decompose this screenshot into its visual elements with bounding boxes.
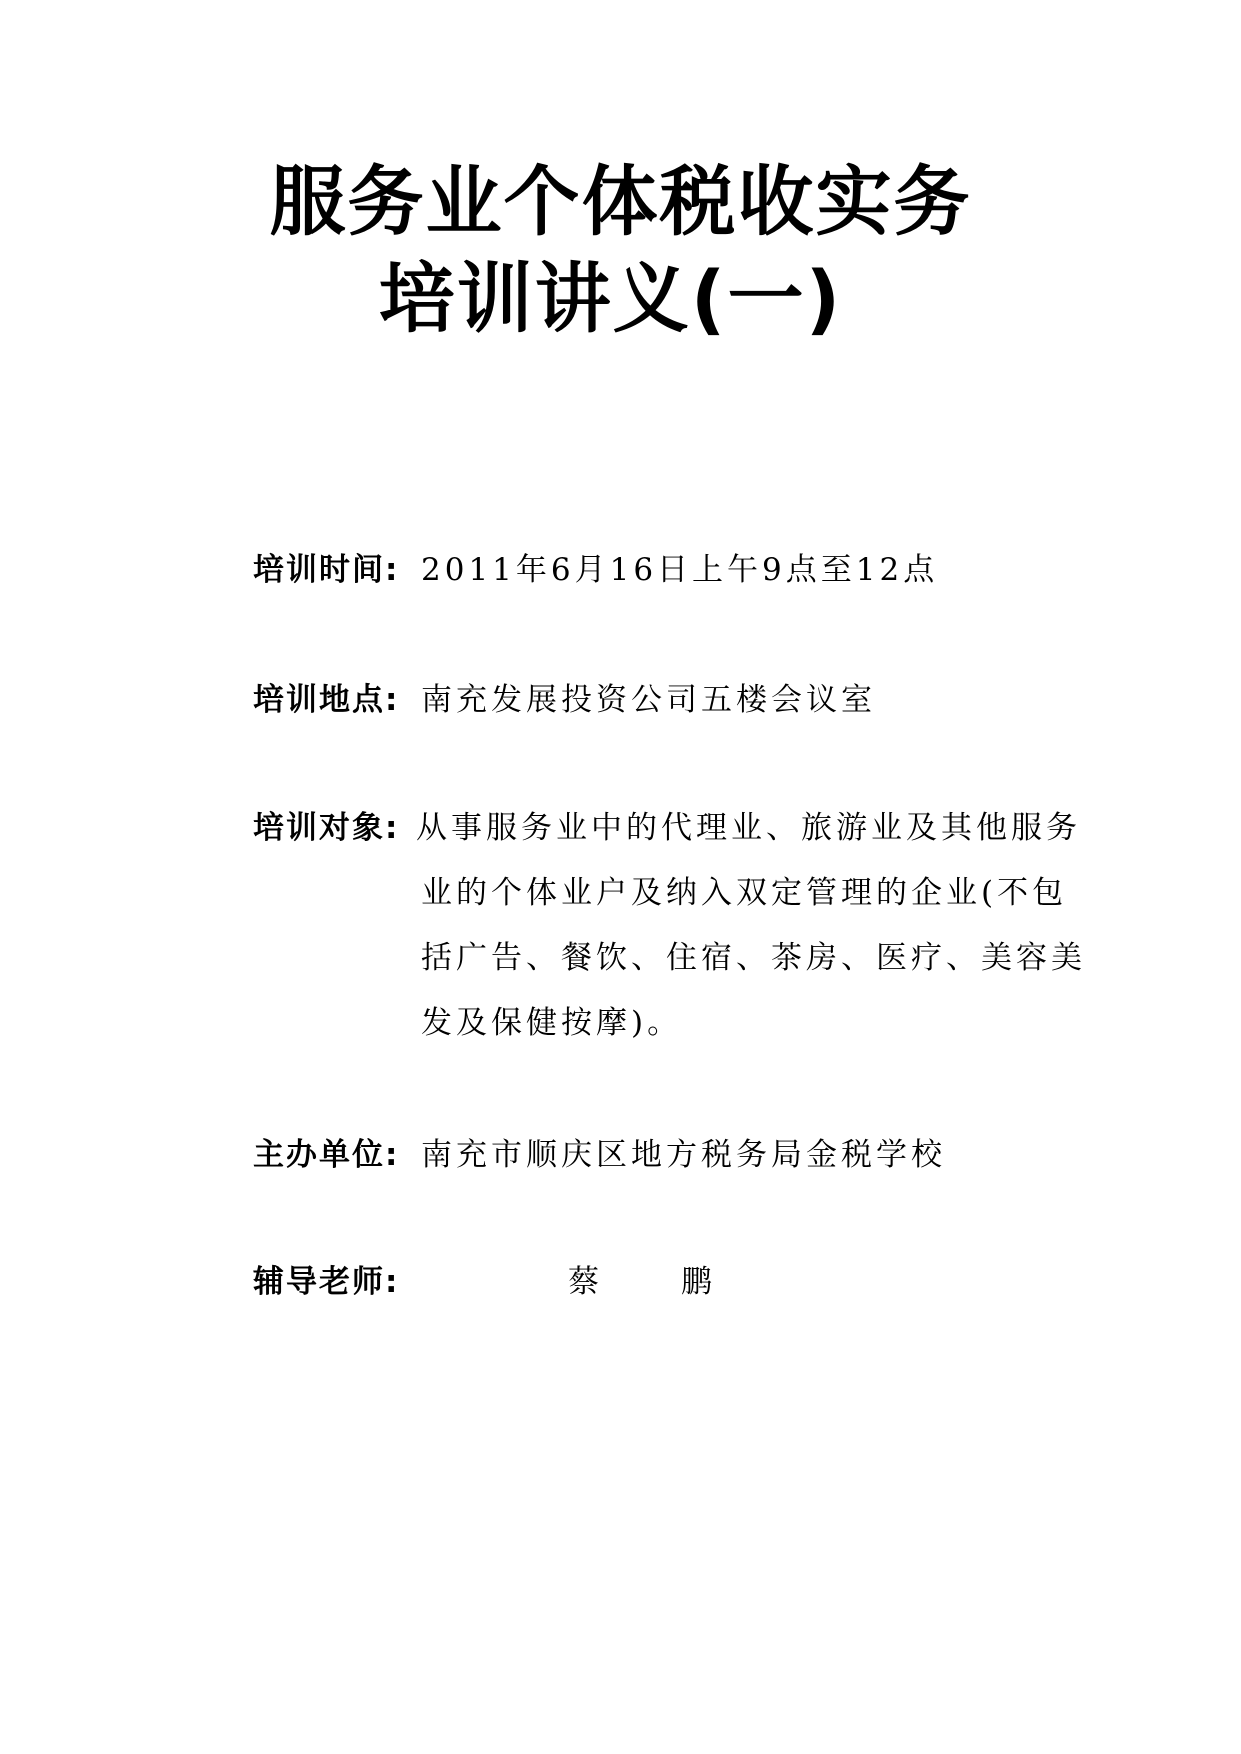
training-place-value: 南充发展投资公司五楼会议室 [421, 682, 876, 718]
training-target-label: 培训对象: [253, 810, 400, 846]
training-target-value [416, 796, 1086, 1056]
training-target-line: 业的个体业户及纳入双定管理的企业(不包 [421, 875, 1068, 911]
host-organization-label: 主办单位: [253, 1137, 400, 1173]
training-target-line: 从事服务业中的代理业、旅游业及其他服务 [416, 810, 1081, 846]
training-target-line: 发及保健按摩)。 [421, 1005, 683, 1041]
instructor-label: 辅导老师: [253, 1264, 400, 1300]
instructor-name-part2: 鹏 [681, 1264, 712, 1300]
instructor-name-part1: 蔡 [568, 1264, 599, 1300]
document-title-line1: 服务业个体税收实务 [269, 157, 972, 246]
training-time-label: 培训时间: [253, 552, 400, 588]
host-organization-value: 南充市顺庆区地方税务局金税学校 [421, 1137, 946, 1173]
training-target-line: 括广告、餐饮、住宿、茶房、医疗、美容美 [421, 940, 1086, 976]
training-place-label: 培训地点: [253, 682, 400, 718]
instructor-name [568, 1262, 712, 1302]
document-title-line2: 培训讲义(一) [378, 254, 843, 343]
training-time-value: 2011年6月16日上午9点至12点 [421, 552, 939, 588]
